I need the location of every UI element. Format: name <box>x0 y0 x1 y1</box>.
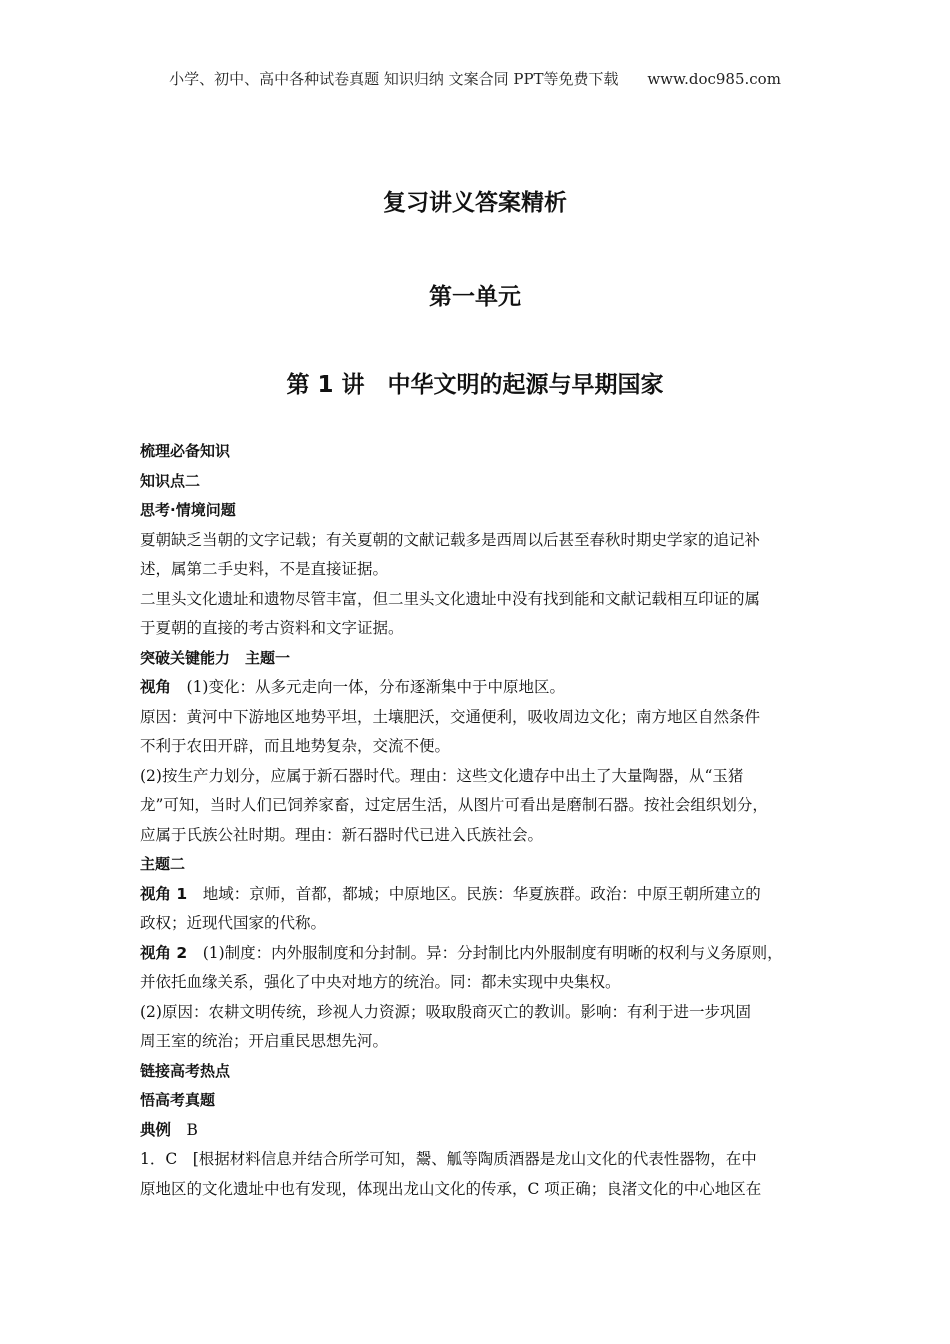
paragraph-line: 应属于氏族公社时期。理由：新石器时代已进入氏族社会。 <box>140 825 544 844</box>
paragraph-text: B <box>171 1120 198 1139</box>
perspective-label: 视角 2 <box>140 943 188 962</box>
section-heading: 突破关键能力 主题一 <box>140 648 291 667</box>
paragraph-text: (1)变化：从多元走向一体，分布逐渐集中于中原地区。 <box>171 678 565 696</box>
paragraph-line: 并依托血缘关系，强化了中央对地方的统治。同：都未实现中央集权。 <box>140 973 621 991</box>
paragraph-line: (2)原因：农耕文明传统，珍视人力资源；吸取殷商灭亡的教训。影响：有利于进一步巩固 <box>140 1002 751 1021</box>
example-label: 典例 <box>140 1120 172 1139</box>
paragraph-line <box>140 673 820 703</box>
paragraph-line: 二里头文化遗址和遗物尽管丰富，但二里头文化遗址中没有找到能和文献记载相互印证的属 <box>140 589 761 608</box>
section-heading: 链接高考热点 <box>140 1061 231 1080</box>
paragraph-line: 政权；近现代国家的代称。 <box>140 914 327 932</box>
page-header <box>0 68 950 89</box>
lecture-title: 第 1 讲 中华文明的起源与早期国家 <box>286 372 664 398</box>
section-heading: 梳理必备知识 <box>140 442 231 460</box>
paragraph-line: 不利于农田开辟，而且地势复杂，交流不便。 <box>140 737 451 755</box>
paragraph-line: 周王室的统治；开启重民思想先河。 <box>140 1032 389 1050</box>
paragraph-text: (1)制度：内外服制度和分封制。异：分封制比内外服制度有明晰的权利与义务原则， <box>187 943 783 962</box>
paragraph-line: 1．C [根据材料信息并结合所学可知，鬶、觚等陶质酒器是龙山文化的代表性器物，在中 <box>140 1150 757 1168</box>
answer-body <box>140 437 820 1204</box>
header-url[interactable]: www.doc985.com <box>647 70 781 88</box>
paragraph-text: 地域：京师，首都，都城；中原地区。民族：华夏族群。政治：中原王朝所建立的 <box>187 884 761 903</box>
paragraph-line: 龙”可知，当时人们已饲养家畜，过定居生活，从图片可看出是磨制石器。按社会组织划分， <box>140 796 768 814</box>
section-heading: 思考·情境问题 <box>140 501 236 519</box>
paragraph-line: 原地区的文化遗址中也有发现，体现出龙山文化的传承，C 项正确；良渚文化的中心地区在 <box>140 1179 762 1198</box>
paragraph-line: 夏朝缺乏当朝的文字记载；有关夏朝的文献记载多是西周以后甚至春秋时期史学家的追记补 <box>140 530 761 549</box>
paragraph-line: (2)按生产力划分，应属于新石器时代。理由：这些文化遗存中出土了大量陶器，从“玉猪 <box>140 766 744 785</box>
section-heading: 悟高考真题 <box>140 1091 216 1109</box>
perspective-label: 视角 1 <box>140 884 188 903</box>
section-heading: 知识点二 <box>140 471 201 490</box>
header-text: 小学、初中、高中各种试卷真题 知识归纳 文案合同 PPT等免费下载 <box>169 70 619 88</box>
paragraph-line <box>140 939 820 969</box>
section-heading: 主题二 <box>140 855 186 873</box>
perspective-label: 视角 <box>140 678 172 696</box>
paragraph-line: 于夏朝的直接的考古资料和文字证据。 <box>140 619 404 637</box>
paragraph-line <box>140 880 820 910</box>
paragraph-line: 原因：黄河中下游地区地势平坦，土壤肥沃，交通便利，吸收周边文化；南方地区自然条件 <box>140 707 761 726</box>
unit-title: 第一单元 <box>429 284 521 310</box>
paragraph-line: 述，属第二手史料，不是直接证据。 <box>140 560 389 578</box>
paragraph-line <box>140 1116 820 1146</box>
document-title: 复习讲义答案精析 <box>383 190 567 216</box>
